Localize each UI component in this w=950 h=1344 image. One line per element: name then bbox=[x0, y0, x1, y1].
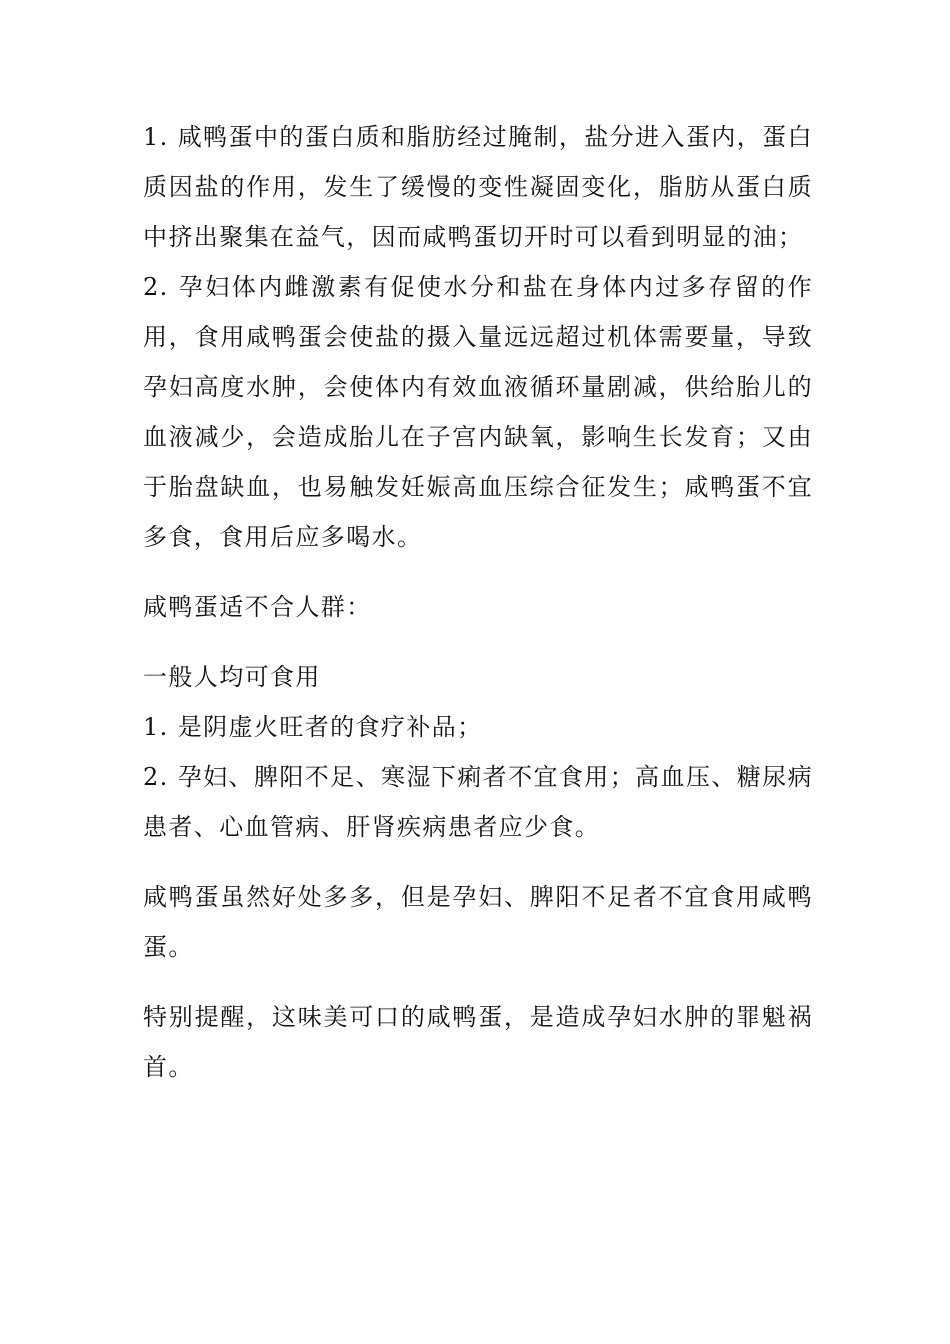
paragraph-summary: 咸鸭蛋虽然好处多多，但是孕妇、脾阳不足者不宜食用咸鸭蛋。 bbox=[143, 883, 813, 961]
paragraph-pregnancy-effects: 2. 孕妇体内雌激素有促使水分和盐在身体内过多存留的作用，食用咸鸭蛋会使盐的摄入量远远超过机体需要量，导致孕妇高度水肿，会使体内有效血液循环量剧减，供给胎儿的血液减少，会造成胎儿在子宫内缺氧，影响生长发育；又由于胎盘缺血，也易触发妊娠高血压综合征发生；咸鸭蛋不宜多食，食用后应多喝水。 bbox=[143, 273, 813, 551]
list-item-2: 2. 孕妇、脾阳不足、寒湿下痢者不宜食用；高血压、糖尿病患者、心血管病、肝肾疾病患者应少食。 bbox=[143, 763, 813, 841]
section-heading-suitable-groups: 咸鸭蛋适不合人群： bbox=[143, 593, 372, 621]
document-body bbox=[143, 112, 813, 1092]
paragraph-special-reminder: 特别提醒，这味美可口的咸鸭蛋，是造成孕妇水肿的罪魁祸首。 bbox=[143, 1003, 813, 1081]
paragraph-salt-egg-composition: 1. 咸鸭蛋中的蛋白质和脂肪经过腌制，盐分进入蛋内，蛋白质因盐的作用，发生了缓慢的变性凝固变化，脂肪从蛋白质中挤出聚集在益气，因而咸鸭蛋切开时可以看到明显的油； bbox=[143, 123, 813, 251]
paragraph-general-population: 一般人均可食用 bbox=[143, 663, 321, 691]
list-item-1: 1. 是阴虚火旺者的食疗补品； bbox=[143, 713, 483, 741]
